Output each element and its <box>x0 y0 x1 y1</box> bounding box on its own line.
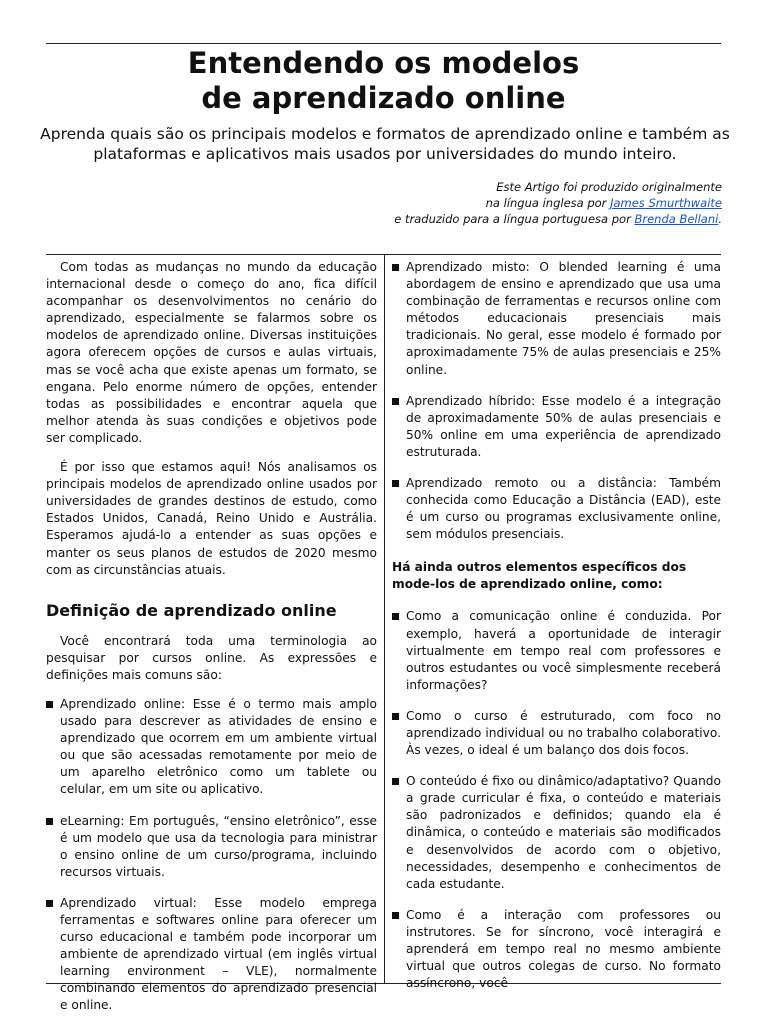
elements-heading: Há ainda outros elementos específicos dos mode-los de aprendizado online, como: <box>392 560 687 592</box>
section-heading: Definição de aprendizado online <box>46 600 337 620</box>
list-item: Aprendizado remoto ou a distância: Também conhecida como Educação a Distância (EAD), este é um curso ou programas exclusivamente online, sem módulos presenciais. <box>392 475 721 543</box>
right-column <box>392 259 721 1006</box>
translator-link[interactable]: Brenda Bellani <box>634 212 719 226</box>
intro-paragraph-1: Com todas as mudanças no mundo da educação internacional desde o começo do ano, fica difícil acompanhar os desenvolvimentos no cenário do aprendizado, especialmente se falarmos sobre os modelos de aprendizado online. Diversas instituições agora oferecem opções de cursos e aulas virtuais, mas se você acha que existe apenas um formato, se engana. Pelo enorme número de opções, entender todas as possibilidades e encontrar aquela que melhor atenda às suas condições e objetivos pode ser complicado. <box>46 260 377 445</box>
credit-line-3-suffix: . <box>718 212 722 226</box>
author-link[interactable]: James Smurthwaite <box>610 196 722 210</box>
credit-line-1: Este Artigo foi produzido originalmente <box>496 180 722 194</box>
credit-block <box>222 179 722 227</box>
credit-line-2-text: na língua inglesa por <box>485 196 611 210</box>
elements-list <box>392 608 721 992</box>
list-item: Aprendizado misto: O blended learning é uma abordagem de ensino e aprendizado que usa uma combinação de ferramentas e recursos online com métodos educacionais presenciais mais tradicionais. No geral, esse modelo é formado por aproximadamente 75% de aulas presenciais e 25% online. <box>392 259 721 379</box>
left-column <box>46 259 377 1029</box>
list-item: Aprendizado virtual: Esse modelo emprega ferramentas e softwares online para oferecer um curso educacional e também pode incorporar um ambiente de aprendizado virtual (em inglês virtual learning environment – VLE), normalmente combinando elementos do aprendizado presencial e online. <box>46 895 377 1015</box>
section-intro: Você encontrará toda uma terminologia ao pesquisar por cursos online. As expressões e definições mais comuns são: <box>46 633 377 682</box>
top-rule <box>46 43 721 44</box>
article-body <box>46 254 721 1013</box>
intro-paragraph-2: É por isso que estamos aqui! Nós analisamos os principais modelos de aprendizado online usados por universidades de grandes destinos de estudo, como Estados Unidos, Canadá, Reino Unido e Austrália. Esperamos ajudá-lo a entender as suas opções e manter os seus planos de estudos de 2020 mesmo com as circunstâncias atuais. <box>46 460 377 577</box>
list-item: Aprendizado híbrido: Esse modelo é a integração de aproximadamente 50% de aulas presenciais e 50% online em uma experiência de aprendizado estruturada. <box>392 393 721 461</box>
models-list <box>392 259 721 543</box>
credit-line-3-text: e traduzido para a língua portuguesa por <box>394 212 635 226</box>
column-divider <box>384 255 385 983</box>
list-item: Como é a interação com professores ou instrutores. Se for síncrono, você interagirá e aprenderá em tempo real no mesmo ambiente virtual que outros colegas de curso. No formato assíncrono, você <box>392 907 721 992</box>
list-item: Aprendizado online: Esse é o termo mais amplo usado para descrever as atividades de ensino e aprendizado que ocorrem em um ambiente virtual ou que são acessadas remotamente por meio de um aparelho eletrônico como um tablete ou celular, em um site ou aplicativo. <box>46 696 377 799</box>
definitions-list <box>46 696 377 1015</box>
page-title <box>46 46 721 116</box>
title-line-1: Entendendo os modelos <box>187 46 580 80</box>
credit-line-2 <box>222 195 722 211</box>
list-item: Como a comunicação online é conduzida. Por exemplo, haverá a oportunidade de interagir virtualmente em tempo real com professores e outros estudantes ou você simplesmente receberá informações? <box>392 608 721 693</box>
list-item: O conteúdo é fixo ou dinâmico/adaptativo? Quando a grade curricular é fixa, o conteúdo e materiais são padronizados e definidos; quando ela é dinâmica, o conteúdo e materiais são modificados e desenvolvidos de acordo com o objetivo, necessidades, desempenho e conhecimentos de cada estudante. <box>392 773 721 893</box>
credit-line-3 <box>222 211 722 227</box>
subtitle: Aprenda quais são os principais modelos e formatos de aprendizado online e também as plataformas e aplicativos mais usados por universidades do mundo inteiro. <box>40 125 730 163</box>
title-line-2: de aprendizado online <box>201 81 566 115</box>
list-item: eLearning: Em português, “ensino eletrônico”, esse é um modelo que usa da tecnologia para ministrar o ensino online de um curso/programa, incluindo recursos virtuais. <box>46 813 377 881</box>
list-item: Como o curso é estruturado, com foco no aprendizado individual ou no trabalho colaborativo. Às vezes, o ideal é um balanço dos dois focos. <box>392 708 721 759</box>
